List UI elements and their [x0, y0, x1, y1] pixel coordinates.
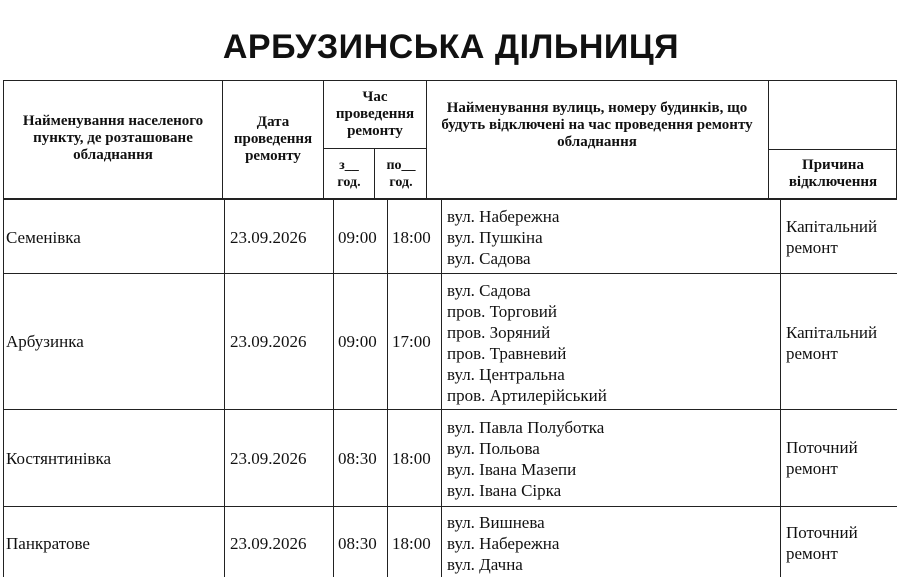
header-reason: Причина відключення	[788, 157, 878, 190]
street-item: пров. Травневий	[447, 344, 567, 363]
header-to: по__ год.	[386, 158, 416, 190]
street-item: вул. Дачна	[447, 555, 523, 574]
reason-line: ремонт	[786, 459, 838, 478]
street-item: пров. Торговий	[447, 302, 558, 321]
header-time: Час проведення ремонту	[335, 89, 415, 139]
street-item: вул. Павла Полуботка	[447, 418, 605, 437]
street-item: вул. Набережна	[447, 207, 560, 226]
street-item: вул. Івана Сірка	[447, 481, 562, 500]
header-from: з__ год.	[337, 158, 361, 190]
time-from-cell: 09:00	[338, 332, 377, 351]
street-item: вул. Садова	[447, 249, 531, 268]
reason-line: Капітальний	[786, 323, 878, 342]
reason-line: ремонт	[786, 238, 838, 257]
street-item: пров. Артилерійський	[447, 386, 607, 405]
time-from-cell: 08:30	[338, 449, 377, 468]
street-item: вул. Пушкіна	[447, 228, 543, 247]
header-settlement: Найменування населеного пункту, де розташоване обладнання	[22, 113, 204, 163]
street-item: вул. Івана Мазепи	[447, 460, 577, 479]
reason-line: Поточний	[786, 523, 858, 542]
settlement-cell: Панкратове	[6, 534, 90, 553]
street-item: пров. Зоряний	[447, 323, 551, 342]
streets-cell	[447, 512, 559, 575]
header-streets: Найменування вулиць, номеру будинків, що будуть відключені на час проведення ремонту обладнання	[441, 100, 753, 150]
reason-cell	[786, 216, 877, 258]
street-item: вул. Центральна	[447, 365, 565, 384]
date-cell: 23.09.2026	[230, 534, 307, 553]
reason-line: ремонт	[786, 344, 838, 363]
time-to-cell: 18:00	[392, 534, 431, 553]
street-item: вул. Садова	[447, 281, 531, 300]
reason-line: Поточний	[786, 438, 858, 457]
date-cell: 23.09.2026	[230, 332, 307, 351]
time-from-cell: 08:30	[338, 534, 377, 553]
settlement-cell: Костянтинівка	[6, 449, 112, 468]
header-date: Дата проведення ремонту	[233, 114, 313, 164]
time-to-cell: 18:00	[392, 449, 431, 468]
reason-line: ремонт	[786, 544, 838, 563]
streets-cell	[447, 206, 559, 269]
streets-cell	[447, 280, 607, 406]
settlement-cell: Арбузинка	[6, 332, 84, 351]
time-to-cell: 17:00	[392, 332, 431, 351]
time-from-cell: 09:00	[338, 228, 377, 247]
street-item: вул. Польова	[447, 439, 540, 458]
date-cell: 23.09.2026	[230, 449, 307, 468]
reason-cell	[786, 437, 858, 479]
page-title: АРБУЗИНСЬКА ДІЛЬНИЦЯ	[222, 28, 680, 66]
reason-cell	[786, 522, 858, 564]
time-to-cell: 18:00	[392, 228, 431, 247]
street-item: вул. Вишнева	[447, 513, 545, 532]
reason-line: Капітальний	[786, 217, 878, 236]
street-item: вул. Набережна	[447, 534, 560, 553]
settlement-cell: Семенівка	[6, 228, 81, 247]
reason-cell	[786, 322, 877, 364]
date-cell: 23.09.2026	[230, 228, 307, 247]
streets-cell	[447, 417, 604, 501]
